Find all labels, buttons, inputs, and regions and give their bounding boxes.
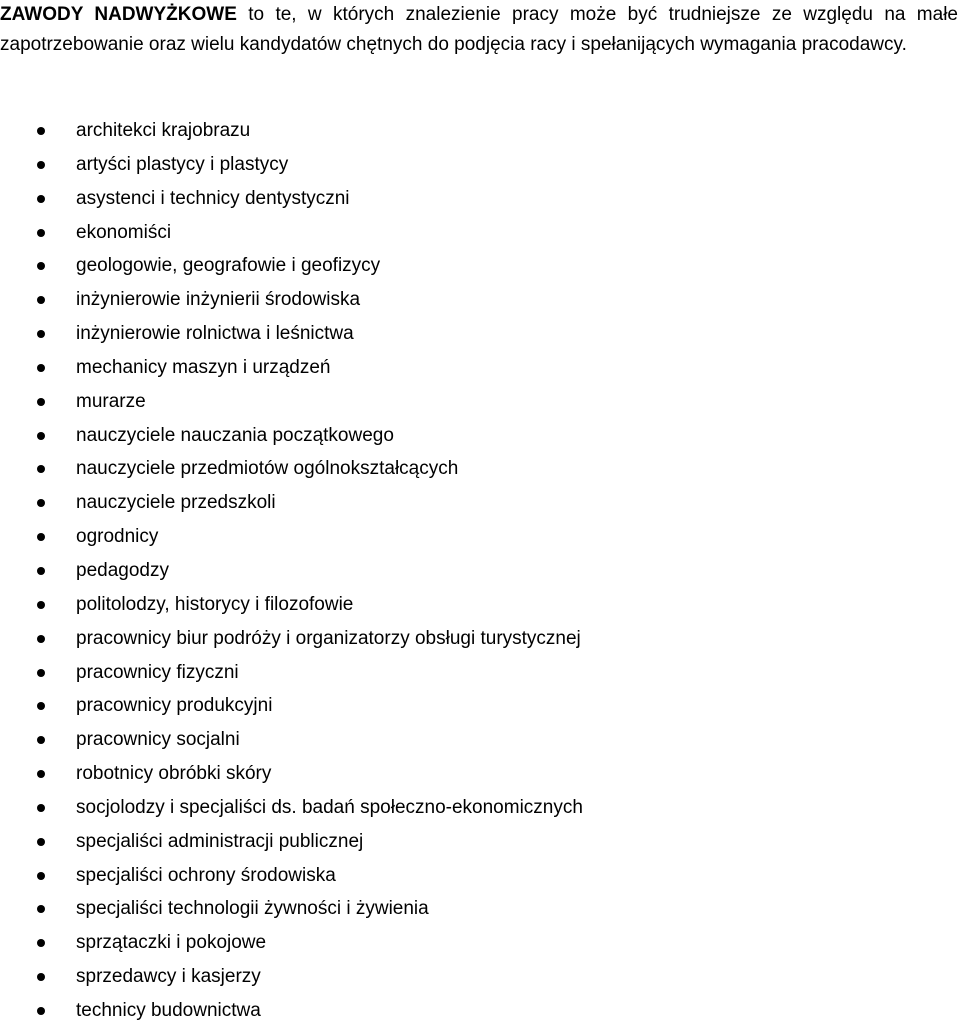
list-item [0,520,940,554]
list-item-label: socjolodzy i specjaliści ds. badań społeczno-ekonomicznych [76,796,583,818]
list-item [0,486,940,520]
list-item-label: technicy budownictwa [76,999,261,1021]
bullet-icon [37,736,45,744]
list-item [0,689,940,723]
bullet-icon [37,533,45,541]
bullet-icon [37,635,45,643]
list-item-label: politolodzy, historycy i filozofowie [76,593,354,615]
bullet-icon [37,939,45,947]
list-item-label: nauczyciele przedszkoli [76,492,276,514]
bullet-icon [37,127,45,135]
list-item-label: pracownicy biur podróży i organizatorzy obsługi turystycznej [76,627,581,649]
bullet-icon [37,804,45,812]
list-item [0,148,940,182]
list-item-label: sprzedawcy i kasjerzy [76,966,261,988]
list-item [0,283,940,317]
list-item [0,182,940,216]
list-item [0,385,940,419]
profession-list [0,114,940,1028]
list-item [0,216,940,250]
list-item-label: pracownicy produkcyjni [76,695,273,717]
list-item [0,825,940,859]
bullet-icon [37,838,45,846]
list-item-label: nauczyciele nauczania początkowego [76,424,394,446]
bullet-icon [37,296,45,304]
list-item-label: inżynierowie rolnictwa i leśnictwa [76,323,354,345]
bullet-icon [37,499,45,507]
list-item [0,452,940,486]
list-item [0,791,940,825]
list-item-label: architekci krajobrazu [76,120,251,141]
list-item-label: specjaliści technologii żywności i żywienia [76,898,429,920]
list-item [0,960,940,994]
bullet-icon [37,872,45,880]
bullet-icon [37,973,45,981]
bullet-icon [37,432,45,440]
list-item-label: specjaliści ochrony środowiska [76,864,336,886]
bullet-icon [37,262,45,270]
list-item-label: artyści plastycy i plastycy [76,153,289,175]
list-item-label: mechanicy maszyn i urządzeń [76,356,331,378]
list-item [0,588,940,622]
list-item-label: inżynierowie inżynierii środowiska [76,289,361,311]
list-item-label: pracownicy socjalni [76,729,240,751]
list-item [0,114,940,148]
list-item-label: asystenci i technicy dentystyczni [76,187,350,209]
bullet-icon [37,161,45,169]
intro-paragraph [0,0,958,60]
list-item-label: pedagodzy [76,559,169,581]
bullet-icon [37,330,45,338]
bullet-icon [37,1007,45,1015]
list-item [0,656,940,690]
bullet-icon [37,229,45,237]
list-item [0,554,940,588]
bullet-icon [37,601,45,609]
bullet-icon [37,702,45,710]
bullet-icon [37,398,45,406]
list-item-label: pracownicy fizyczni [76,661,239,683]
list-item-label: ekonomiści [76,221,172,243]
bullet-icon [37,364,45,372]
list-item [0,419,940,453]
list-item [0,351,940,385]
list-item-label: nauczyciele przedmiotów ogólnokształcących [76,458,459,480]
bullet-icon [37,669,45,677]
list-item [0,723,940,757]
list-item-label: geologowie, geografowie i geofizycy [76,255,381,277]
list-item [0,892,940,926]
bullet-icon [37,567,45,575]
list-item-label: sprzątaczki i pokojowe [76,932,267,954]
bullet-icon [37,465,45,473]
list-item-label: murarze [76,390,146,412]
bullet-icon [37,905,45,913]
list-item [0,757,940,791]
list-item-label: ogrodnicy [76,526,159,548]
list-item-label: robotnicy obróbki skóry [76,763,272,785]
list-item [0,249,940,283]
list-item-label: specjaliści administracji publicznej [76,830,364,852]
bullet-icon [37,195,45,203]
list-item [0,859,940,893]
list-item [0,317,940,351]
list-item [0,926,940,960]
list-item [0,994,940,1028]
list-item [0,622,940,656]
intro-text: to te, w których znalezienie pracy może być trudniejsze ze względu na małe zapotrzebowanie oraz wielu kandydatów chętnych do podjęcia racy i spełanijących wymagania pracodawcy. [0,4,958,55]
intro-bold-term: ZAWODY NADWYŻKOWE [0,4,237,25]
bullet-icon [37,770,45,778]
